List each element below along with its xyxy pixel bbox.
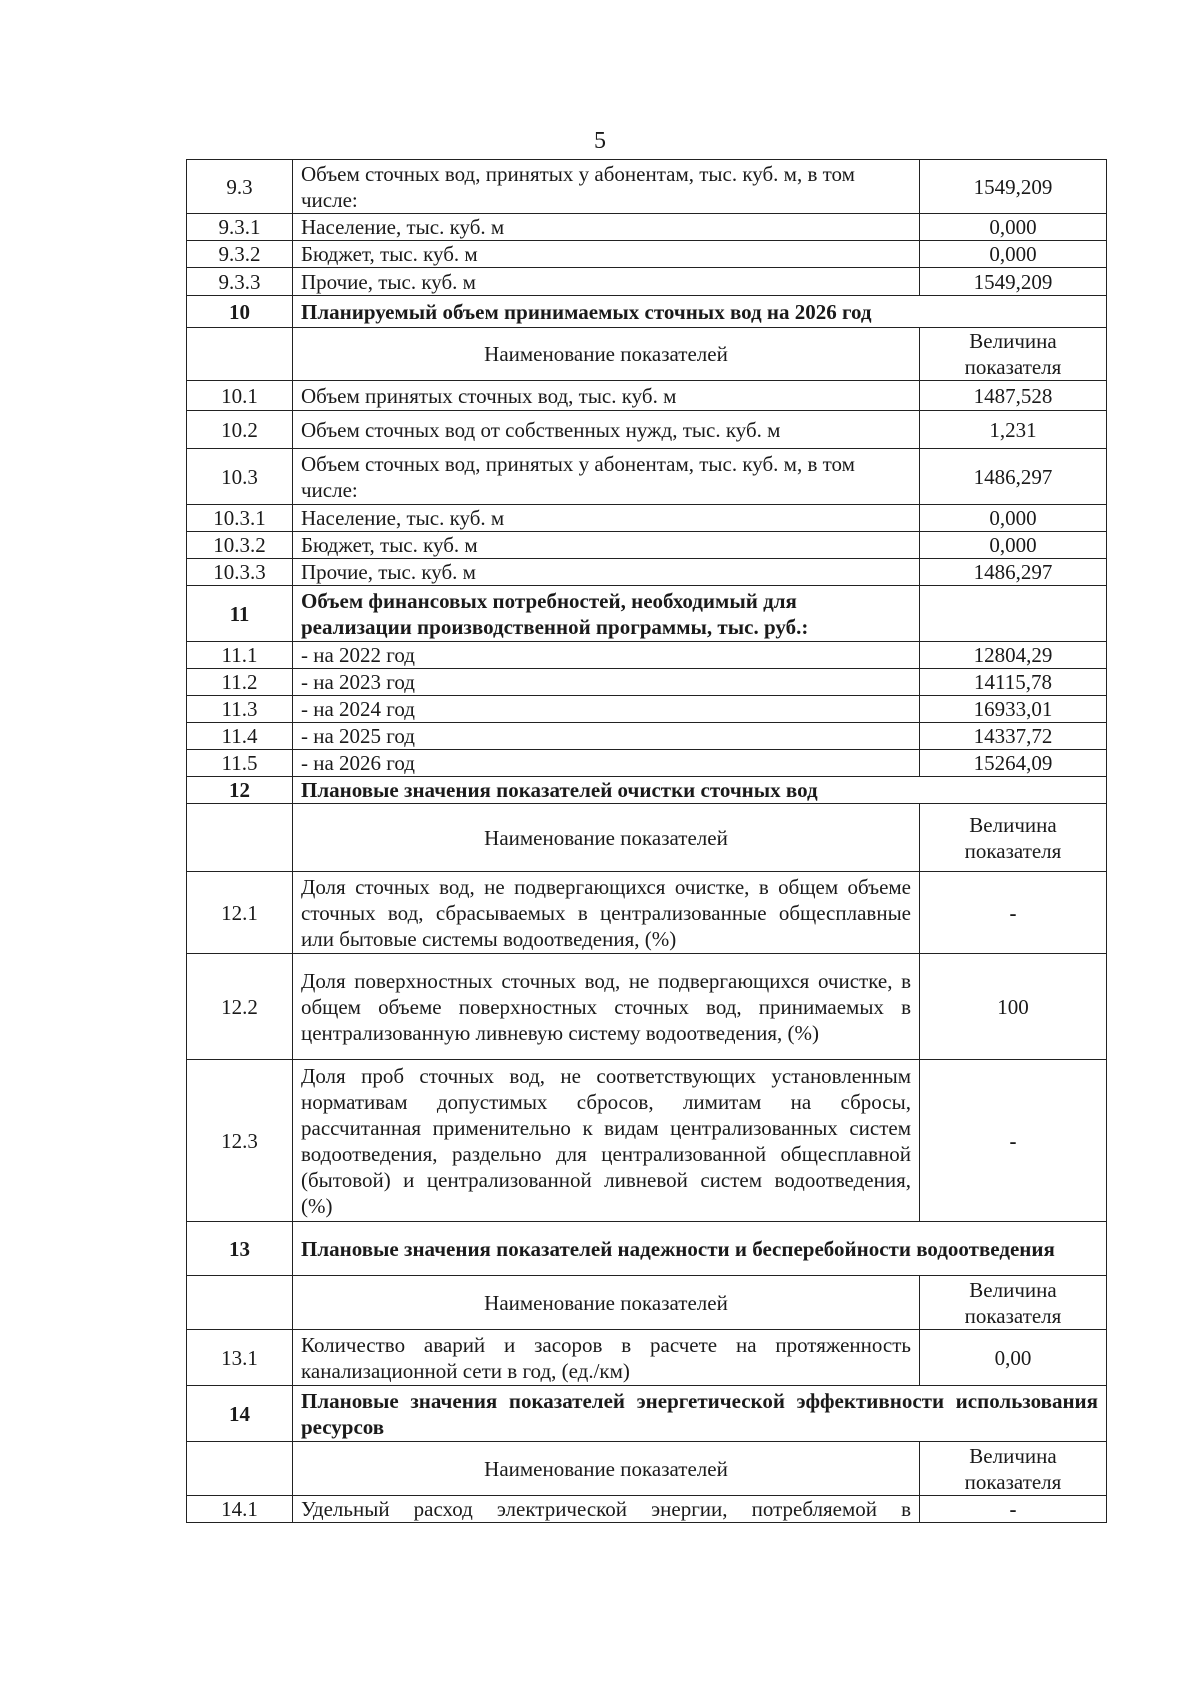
row-value: 1486,297 [920, 559, 1107, 586]
header-value-line2: показателя [964, 1469, 1062, 1494]
section-number: 13 [187, 1222, 293, 1276]
row-value: 0,00 [920, 1330, 1107, 1386]
header-value-line1: Величина [969, 329, 1057, 353]
row-number: 11.3 [187, 696, 293, 723]
page-number: 5 [594, 128, 606, 154]
row-value: 16933,01 [920, 696, 1107, 723]
section-row [187, 1222, 1107, 1276]
table-row [187, 954, 1107, 1060]
row-number: 12.1 [187, 872, 293, 954]
row-value: 0,000 [920, 214, 1107, 241]
table-row [187, 642, 1107, 669]
section-empty-value [920, 586, 1107, 642]
header-empty-cell [187, 1442, 293, 1496]
row-text: Количество аварий и засоров в расчете на протяженность канализационной сети в год, (ед./км) [293, 1330, 920, 1386]
row-value: 1487,528 [920, 381, 1107, 411]
table-row [187, 268, 1107, 296]
row-value: 0,000 [920, 241, 1107, 268]
header-value [920, 804, 1107, 872]
row-value: 0,000 [920, 505, 1107, 532]
row-number: 10.2 [187, 411, 293, 449]
table-row [187, 214, 1107, 241]
header-name: Наименование показателей [293, 804, 920, 872]
section-title: Плановые значения показателей надежности и бесперебойности водоотведения [293, 1222, 1107, 1276]
row-value: 12804,29 [920, 642, 1107, 669]
header-empty-cell [187, 804, 293, 872]
header-empty-cell [187, 328, 293, 381]
header-name: Наименование показателей [293, 1442, 920, 1496]
row-number: 11.4 [187, 723, 293, 750]
row-number: 11.1 [187, 642, 293, 669]
section-row [187, 296, 1107, 328]
header-value-line2: показателя [964, 355, 1062, 379]
table-row [187, 872, 1107, 954]
row-text: Прочие, тыс. куб. м [293, 268, 920, 296]
header-row [187, 1442, 1107, 1496]
header-value [920, 328, 1107, 381]
row-text: Доля поверхностных сточных вод, не подвергающихся очистке, в общем объеме поверхностных сточных вод, принимаемых в централизованную ливневую систему водоотведения, (%) [293, 954, 920, 1060]
section-row [187, 777, 1107, 804]
row-text: Население, тыс. куб. м [293, 214, 920, 241]
row-number: 9.3.3 [187, 268, 293, 296]
table-row [187, 381, 1107, 411]
row-value: 1549,209 [920, 268, 1107, 296]
table-row [187, 160, 1107, 214]
row-value: 14337,72 [920, 723, 1107, 750]
row-text: Доля проб сточных вод, не соответствующих установленным нормативам допустимых сбросов, лимитам на сбросы, рассчитанная применительно к видам централизованных систем водоотведения, раздельно для централизованной общесплавной (бытовой) и централизованной ливневой систем водоотведения, (%) [293, 1060, 920, 1222]
table-row [187, 411, 1107, 449]
table-row [187, 750, 1107, 777]
row-number: 13.1 [187, 1330, 293, 1386]
row-value: - [920, 1496, 1107, 1523]
row-text: Прочие, тыс. куб. м [293, 559, 920, 586]
indicators-table [186, 159, 1107, 1523]
row-value: - [920, 872, 1107, 954]
row-number: 14.1 [187, 1496, 293, 1523]
section-title: Планируемый объем принимаемых сточных вод на 2026 год [293, 296, 1107, 328]
header-value [920, 1442, 1107, 1496]
row-text: Удельный расход электрической энергии, потребляемой в [293, 1496, 920, 1523]
row-text: - на 2023 год [293, 669, 920, 696]
section-number: 11 [187, 586, 293, 642]
table-row [187, 505, 1107, 532]
table-row [187, 449, 1107, 505]
row-value: 100 [920, 954, 1107, 1060]
row-text: Население, тыс. куб. м [293, 505, 920, 532]
row-text: - на 2025 год [293, 723, 920, 750]
table-row [187, 723, 1107, 750]
section-row [187, 1386, 1107, 1442]
row-value: 1486,297 [920, 449, 1107, 505]
header-value-line1: Величина [969, 1443, 1057, 1468]
row-text: Объем сточных вод, принятых у абонентам, тыс. куб. м, в том числе: [293, 449, 920, 505]
row-text: Бюджет, тыс. куб. м [293, 241, 920, 268]
row-number: 12.2 [187, 954, 293, 1060]
row-value: 14115,78 [920, 669, 1107, 696]
row-text: - на 2022 год [293, 642, 920, 669]
row-number: 11.2 [187, 669, 293, 696]
table-row [187, 669, 1107, 696]
section-row [187, 586, 1107, 642]
row-value: 0,000 [920, 532, 1107, 559]
table-row [187, 1330, 1107, 1386]
row-number: 9.3.1 [187, 214, 293, 241]
header-empty-cell [187, 1276, 293, 1330]
row-number: 10.3.1 [187, 505, 293, 532]
row-value: - [920, 1060, 1107, 1222]
row-number: 10.3.3 [187, 559, 293, 586]
section-number: 14 [187, 1386, 293, 1442]
row-number: 11.5 [187, 750, 293, 777]
header-value-line2: показателя [964, 838, 1062, 863]
row-text: Объем сточных вод, принятых у абонентам, тыс. куб. м, в том числе: [293, 160, 920, 214]
row-text: - на 2024 год [293, 696, 920, 723]
row-text: - на 2026 год [293, 750, 920, 777]
row-text: Объем сточных вод от собственных нужд, тыс. куб. м [293, 411, 920, 449]
table-row [187, 559, 1107, 586]
header-name: Наименование показателей [293, 328, 920, 381]
row-number: 9.3.2 [187, 241, 293, 268]
header-row [187, 328, 1107, 381]
header-value-line2: показателя [964, 1303, 1062, 1328]
table-row [187, 696, 1107, 723]
header-value-line1: Величина [969, 812, 1057, 837]
header-name: Наименование показателей [293, 1276, 920, 1330]
row-text: Объем принятых сточных вод, тыс. куб. м [293, 381, 920, 411]
header-row [187, 1276, 1107, 1330]
section-number: 12 [187, 777, 293, 804]
row-value: 15264,09 [920, 750, 1107, 777]
header-value-line1: Величина [969, 1277, 1057, 1302]
row-text: Бюджет, тыс. куб. м [293, 532, 920, 559]
section-number: 10 [187, 296, 293, 328]
row-value: 1,231 [920, 411, 1107, 449]
row-number: 12.3 [187, 1060, 293, 1222]
row-text: Доля сточных вод, не подвергающихся очистке, в общем объеме сточных вод, сбрасываемых в централизованные общесплавные или бытовые системы водоотведения, (%) [293, 872, 920, 954]
table-row [187, 1060, 1107, 1222]
row-number: 10.1 [187, 381, 293, 411]
row-number: 10.3 [187, 449, 293, 505]
row-number: 10.3.2 [187, 532, 293, 559]
row-number: 9.3 [187, 160, 293, 214]
section-title: Плановые значения показателей очистки сточных вод [293, 777, 1107, 804]
header-row [187, 804, 1107, 872]
table-row [187, 241, 1107, 268]
section-title: Плановые значения показателей энергетической эффективности использования ресурсов [293, 1386, 1107, 1442]
row-value: 1549,209 [920, 160, 1107, 214]
section-title: Объем финансовых потребностей, необходимый для реализации производственной программы, тыс. руб.: [293, 586, 920, 642]
table-row [187, 532, 1107, 559]
header-value [920, 1276, 1107, 1330]
table-row [187, 1496, 1107, 1523]
